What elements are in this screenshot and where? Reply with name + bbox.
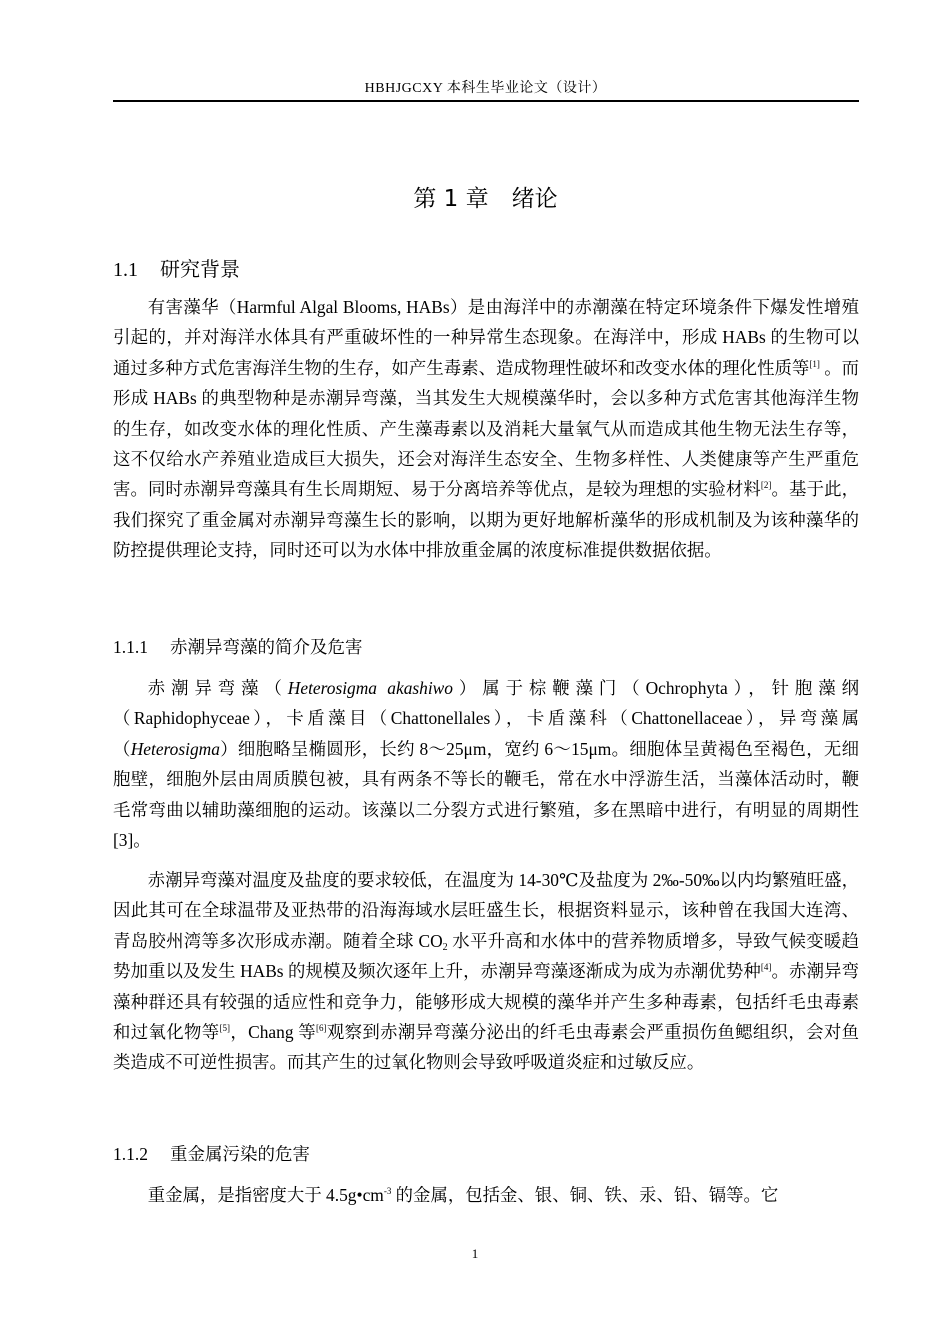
section-heading-1-1-1 — [113, 634, 363, 659]
citation-superscript: -3 — [383, 1186, 392, 1196]
paragraph-heavy-metals — [113, 1180, 859, 1210]
text-run: 。赤潮异弯藻种群还具有较强的适应性和竞争力，能够形成大规模的藻华并产生多种毒素，包括纤毛虫毒素和过氧化物等 — [113, 961, 859, 1043]
section-title: 赤潮异弯藻的简介及危害 — [170, 638, 363, 658]
paragraph-background — [113, 292, 859, 566]
chapter-title: 第 1 章 绪论 — [413, 186, 558, 212]
section-heading-1-1 — [113, 253, 240, 282]
section-number: 1.1 — [113, 259, 138, 281]
text-run: 重金属，是指密度大于 4.5g•cm — [147, 1185, 384, 1205]
text-run: 。基于此，我们探究了重金属对赤潮异弯藻生长的影响，以期为更好地解析藻华的形成机制及为该种藻华的防控提供理论支持，同时还可以为水体中排放重金属的浓度标准提供数据依据。 — [113, 479, 859, 561]
italic-term: Heterosigma akashiwo — [287, 678, 453, 698]
citation-superscript: [6] — [315, 1023, 327, 1034]
text-run: ，Chang 等 — [230, 1022, 316, 1043]
text-run: 的金属，包括金、银、铜、铁、汞、铅、镉等。它 — [391, 1185, 779, 1205]
citation-superscript: [2] — [760, 480, 772, 491]
text-run: ）属于棕鞭藻门（Ochrophyta），针胞藻纲（Raphidophyceae），卡盾藻目（Chattonellales），卡盾藻科（Chattonellaceae），异弯藻属（ — [113, 678, 859, 759]
italic-term: Heterosigma — [130, 738, 220, 759]
paragraph-algae-harm — [113, 865, 859, 1078]
text-run: 有害藻华（Harmful Algal Blooms, HABs）是由海洋中的赤潮藻在特定环境条件下爆发性增殖引起的，并对海洋水体具有严重破坏性的一种异常生态现象。在海洋中，形成 HABs 的生物可以通过多种方式危害海洋生物的生存，如产生毒素、造成物理性破坏和改变水体的理化性质等 — [113, 297, 859, 378]
subscript: 2 — [442, 941, 448, 953]
running-header: HBHJGCXY 本科生毕业论文（设计） — [364, 81, 607, 96]
text-run: 。而形成 HABs 的典型物种是赤潮异弯藻，当其发生大规模藻华时，会以多种方式危害其他海洋生物的生存，如改变水体的理化性质、产生藻毒素以及消耗大量氧气从而造成其他生物无法生存等，这不仅给水产养殖业造成巨大损失，还会对海洋生态安全、生物多样性、人类健康等产生严重危害。同时赤潮异弯藻具有生长周期短、易于分离培养等优点，是较为理想的实验材料 — [113, 357, 859, 500]
text-run: ）细胞略呈椭圆形，长约 8～25μm，宽约 6～15μm。细胞体呈黄褐色至褐色，无细胞壁，细胞外层由周质膜包被，具有两条不等长的鞭毛，常在水中浮游生活，当藻体活动时，鞭毛常弯曲以辅助藻细胞的运动。该藻以二分裂方式进行繁殖，多在黑暗中进行，有明显的周期性[3]。 — [113, 738, 859, 851]
section-title: 研究背景 — [160, 257, 240, 281]
citation-superscript: [4] — [760, 962, 772, 973]
text-run: 水平升高和水体中的营养物质增多，导致气候变暖趋势加重以及发生 HABs 的规模及频次逐年上升，赤潮异弯藻逐渐成为成为赤潮优势种 — [113, 930, 859, 982]
section-number: 1.1.1 — [113, 637, 148, 657]
text-run: 观察到赤潮异弯藻分泌出的纤毛虫毒素会严重损伤鱼鳃组织，会对鱼类造成不可逆性损害。而其产生的过氧化物则会导致呼吸道炎症和过敏反应。 — [113, 1022, 859, 1073]
text-run: 赤潮异弯藻（ — [147, 678, 288, 698]
section-number: 1.1.2 — [113, 1144, 148, 1164]
citation-superscript: [1] — [809, 358, 820, 369]
citation-superscript: [5] — [219, 1023, 230, 1034]
header-rule — [113, 100, 859, 102]
section-title: 重金属污染的危害 — [170, 1145, 310, 1165]
section-heading-1-1-2 — [113, 1141, 310, 1166]
text-run: 赤潮异弯藻对温度及盐度的要求较低，在温度为 14-30℃及盐度为 2‰-50‰以内均繁殖旺盛，因此其可在全球温带及亚热带的沿海海域水层旺盛生长，根据资料显示，该种曾在我国大连湾、青岛胶州湾等多次形成赤潮。随着全球 CO — [113, 870, 859, 951]
page-number: 1 — [471, 1246, 479, 1261]
paragraph-algae-intro — [113, 673, 859, 855]
